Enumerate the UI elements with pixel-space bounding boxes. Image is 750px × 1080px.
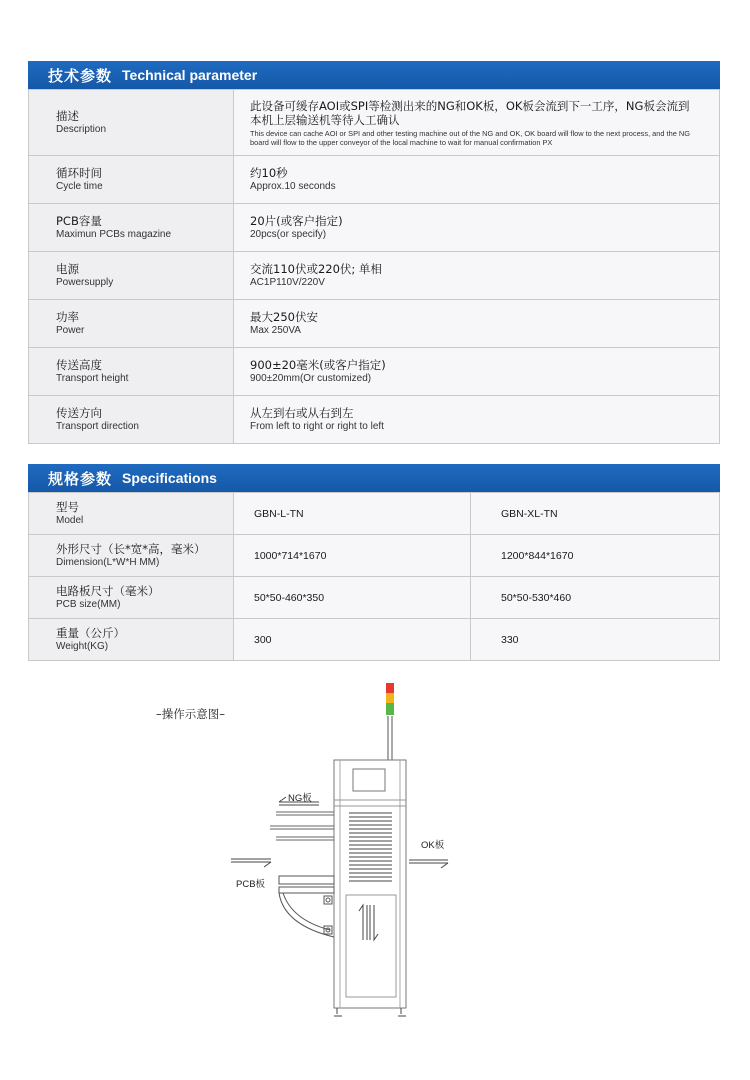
value-cn: 约10秒 — [250, 166, 288, 180]
value-cn: 最大250伏安 — [250, 310, 318, 324]
label-cn: 功率 — [56, 310, 79, 324]
value-en: This device can cache AOI or SPI and other testing machine out of the NG and OK, OK board will flow to the next process, and the NG board will flow to the upper conveyor of the local machine to wait for manual confirmation PX — [250, 128, 690, 147]
value-en: Max 250VA — [250, 325, 301, 336]
label-en: Model — [56, 515, 84, 526]
ng-conveyor — [270, 812, 334, 840]
section-title-cn: 规格参数 — [48, 469, 113, 488]
lift-arrows-icon — [359, 905, 378, 940]
value-en: From left to right or right to left — [250, 421, 384, 432]
ok-board-label: OK板 — [421, 840, 445, 851]
spec-value-model-1: GBN-L-TN — [234, 493, 471, 535]
spec-value-model-2: 50*50-530*460 — [471, 577, 720, 619]
machine-body — [334, 760, 406, 1008]
label-cn: 循环时间 — [56, 166, 102, 180]
louver-vent — [349, 813, 392, 881]
section-title-en: Specifications — [122, 470, 217, 486]
label-en: Transport direction — [56, 421, 139, 432]
value-cn: 从左到右或从右到左 — [250, 406, 354, 420]
label-en: Cycle time — [56, 181, 103, 192]
section-title-cn: 技术参数 — [48, 66, 113, 85]
value-en: AC1P110V/220V — [250, 277, 325, 288]
value-cn: 900±20毫米(或客户指定) — [250, 358, 386, 372]
spec-value-model-2: GBN-XL-TN — [471, 493, 720, 535]
label-en: Dimension(L*W*H MM) — [56, 557, 160, 568]
label-en: Description — [56, 124, 107, 135]
label-cn: 传送方向 — [56, 406, 102, 420]
spec-value-model-2: 330 — [471, 619, 720, 661]
spec-value-model-1: 1000*714*1670 — [234, 535, 471, 577]
display-screen — [353, 769, 385, 791]
spec-value-model-1: 300 — [234, 619, 471, 661]
section-title-en: Technical parameter — [122, 67, 258, 83]
value-en: 20pcs(or specify) — [250, 229, 327, 240]
label-en: Power — [56, 325, 85, 336]
label-cn: 型号 — [56, 500, 79, 514]
value-en: 900±20mm(Or customized) — [250, 373, 372, 384]
spec-value-model-2: 1200*844*1670 — [471, 535, 720, 577]
pcb-board-label: PCB板 — [236, 879, 266, 890]
label-en: PCB size(MM) — [56, 599, 121, 610]
pcb-input-conveyor — [279, 876, 334, 937]
label-en: Weight(KG) — [56, 641, 109, 652]
value-cn: 此设备可缓存AOI或SPI等检测出来的NG和OK板，OK板会流到下一工序，NG板会流到本机上层输送机等待人工确认 — [250, 98, 690, 127]
input-arrow-icon — [231, 859, 271, 867]
label-cn: 外形尺寸（长*宽*高，毫米） — [56, 542, 206, 556]
label-en: Transport height — [56, 373, 129, 384]
label-cn: 传送高度 — [56, 358, 102, 372]
ng-board-label: NG板 — [288, 793, 312, 804]
value-cn: 交流110伏或220伏; 单相 — [250, 262, 382, 276]
label-en: Maximun PCBs magazine — [56, 229, 172, 240]
signal-light-yellow — [386, 693, 394, 703]
label-cn: 电源 — [56, 262, 79, 276]
value-cn: 20片(或客户指定) — [250, 214, 343, 228]
label-cn: 描述 — [56, 109, 79, 123]
ok-arrow-icon — [409, 860, 448, 868]
signal-light-green — [386, 703, 394, 715]
label-en: Powersupply — [56, 277, 114, 288]
label-cn: PCB容量 — [56, 214, 102, 228]
value-en: Approx.10 seconds — [250, 181, 336, 192]
diagram-title: –操作示意图– — [156, 707, 225, 721]
spec-value-model-1: 50*50-460*350 — [234, 577, 471, 619]
signal-light-red — [386, 683, 394, 693]
label-cn: 重量（公斤） — [56, 626, 125, 640]
label-cn: 电路板尺寸（毫米） — [56, 584, 160, 598]
